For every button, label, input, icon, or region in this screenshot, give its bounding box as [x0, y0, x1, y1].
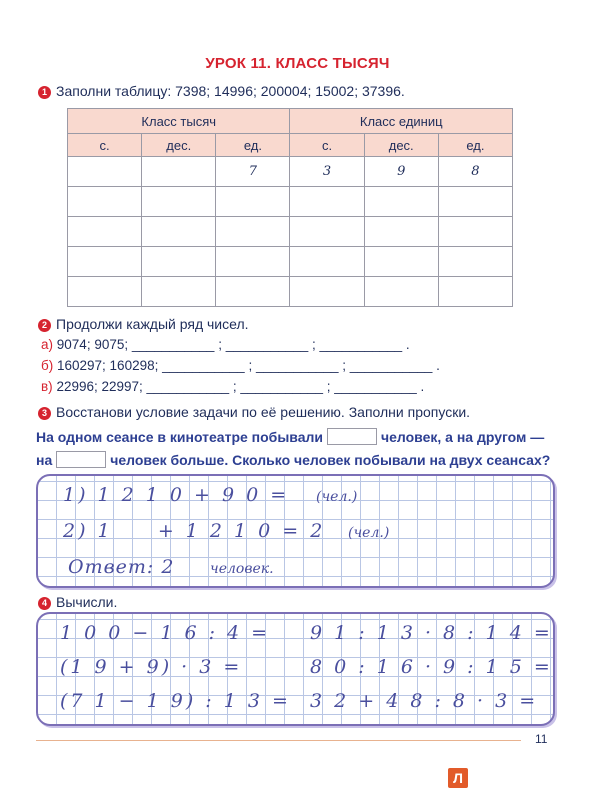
sub-header-tens-thousands: дес.	[142, 134, 216, 157]
task2-text: Продолжи каждый ряд чисел.	[56, 316, 249, 332]
series-text: 22996; 22997; ___________ ; ___________ ; ___________ .	[56, 379, 425, 394]
solution-unit-2: (чел.)	[348, 525, 390, 541]
problem-text: На одном сеансе в кинотеатре побывали	[36, 429, 323, 445]
series-label: в)	[41, 379, 53, 394]
solution-line-1: 1) 1 2 1 0 + 9 0 =	[63, 484, 290, 506]
task3-number-badge: 3	[38, 407, 51, 420]
series-text: 9074; 9075; ___________ ; ___________ ; ___________ .	[56, 337, 410, 352]
thousands-class-header: Класс тысяч	[68, 109, 290, 134]
table-cell[interactable]	[68, 187, 142, 217]
table-cell[interactable]	[216, 277, 290, 307]
publisher-logo-icon: Л	[448, 768, 468, 788]
expression-right-1: 9 1 : 1 3 · 8 : 1 4 =	[310, 622, 553, 644]
table-row	[68, 157, 513, 187]
table-cell[interactable]	[68, 157, 142, 187]
task3-text: Восстанови условие задачи по её решению. Заполни пропуски.	[56, 404, 471, 420]
task2-heading	[38, 316, 249, 332]
table-row	[68, 247, 513, 277]
sub-header-units: ед.	[438, 134, 512, 157]
solution-grid[interactable]	[36, 474, 555, 588]
sub-header-hundreds: с.	[290, 134, 364, 157]
table-cell[interactable]	[216, 187, 290, 217]
lesson-title: УРОК 11. КЛАСС ТЫСЯЧ	[205, 55, 390, 72]
place-value-table	[67, 108, 513, 307]
series-text: 160297; 160298; ___________ ; ___________ ; ___________ .	[57, 358, 440, 373]
table-cell[interactable]	[216, 247, 290, 277]
series-label: б)	[41, 358, 54, 373]
answer-line: Ответ: 2	[68, 556, 175, 578]
expression-left-1: 1 0 0 − 1 6 : 4 =	[60, 622, 271, 644]
sub-header-tens: дес.	[364, 134, 438, 157]
footer-divider	[36, 740, 521, 741]
table-row	[68, 277, 513, 307]
blank-box[interactable]	[56, 451, 106, 468]
table-cell[interactable]	[364, 277, 438, 307]
table-cell[interactable]	[142, 217, 216, 247]
table-cell[interactable]	[438, 247, 512, 277]
task4-number-badge: 4	[38, 597, 51, 610]
table-cell[interactable]	[290, 277, 364, 307]
table-cell[interactable]: 7	[216, 157, 290, 187]
problem-text: на	[36, 452, 53, 468]
task1-heading	[38, 83, 405, 99]
table-cell[interactable]	[438, 217, 512, 247]
table-cell[interactable]	[68, 217, 142, 247]
problem-text: человек больше. Сколько человек побывали на двух сеансах?	[110, 452, 551, 468]
solution-line-2: 2) 1 + 1 2 1 0 = 2	[63, 520, 326, 542]
table-cell[interactable]	[142, 157, 216, 187]
sub-header-hundreds-thousands: с.	[68, 134, 142, 157]
table-cell[interactable]	[438, 277, 512, 307]
table-cell[interactable]	[364, 187, 438, 217]
table-cell[interactable]	[290, 187, 364, 217]
task4-heading	[38, 594, 117, 610]
number-series-c[interactable]	[41, 379, 424, 394]
table-cell[interactable]	[68, 247, 142, 277]
number-series-b[interactable]	[41, 358, 440, 373]
table-cell[interactable]	[290, 247, 364, 277]
page-number: 11	[535, 732, 548, 746]
table-cell[interactable]: 8	[438, 157, 512, 187]
table-row	[68, 217, 513, 247]
table-cell[interactable]	[364, 247, 438, 277]
task1-number-badge: 1	[38, 86, 51, 99]
table-row	[68, 187, 513, 217]
table-cell[interactable]	[290, 217, 364, 247]
expression-right-3: 3 2 + 4 8 : 8 · 3 =	[310, 690, 539, 712]
expression-left-2: (1 9 + 9) · 3 =	[60, 656, 243, 678]
sub-header-units-thousands: ед.	[216, 134, 290, 157]
number-series-a[interactable]	[41, 337, 410, 352]
table-cell[interactable]	[68, 277, 142, 307]
table-cell[interactable]: 3	[290, 157, 364, 187]
table-cell[interactable]	[142, 277, 216, 307]
task2-number-badge: 2	[38, 319, 51, 332]
table-cell[interactable]	[142, 247, 216, 277]
table-cell[interactable]: 9	[364, 157, 438, 187]
expression-left-3: (7 1 − 1 9) : 1 3 =	[60, 690, 291, 712]
table-cell[interactable]	[438, 187, 512, 217]
problem-line-1	[36, 428, 544, 445]
table-cell[interactable]	[216, 217, 290, 247]
calculation-grid[interactable]	[36, 612, 555, 726]
units-class-header: Класс единиц	[290, 109, 513, 134]
answer-unit: человек.	[210, 561, 274, 577]
table-cell[interactable]	[142, 187, 216, 217]
series-label: а)	[41, 337, 54, 352]
task4-text: Вычисли.	[56, 594, 118, 610]
task1-text: Заполни таблицу: 7398; 14996; 200004; 15002; 37396.	[56, 83, 405, 99]
solution-unit-1: (чел.)	[316, 489, 358, 505]
problem-text: человек, а на другом —	[381, 429, 545, 445]
problem-line-2	[36, 451, 550, 468]
table-cell[interactable]	[364, 217, 438, 247]
task3-heading	[38, 404, 470, 420]
blank-box[interactable]	[327, 428, 377, 445]
expression-right-2: 8 0 : 1 6 · 9 : 1 5 =	[310, 656, 553, 678]
